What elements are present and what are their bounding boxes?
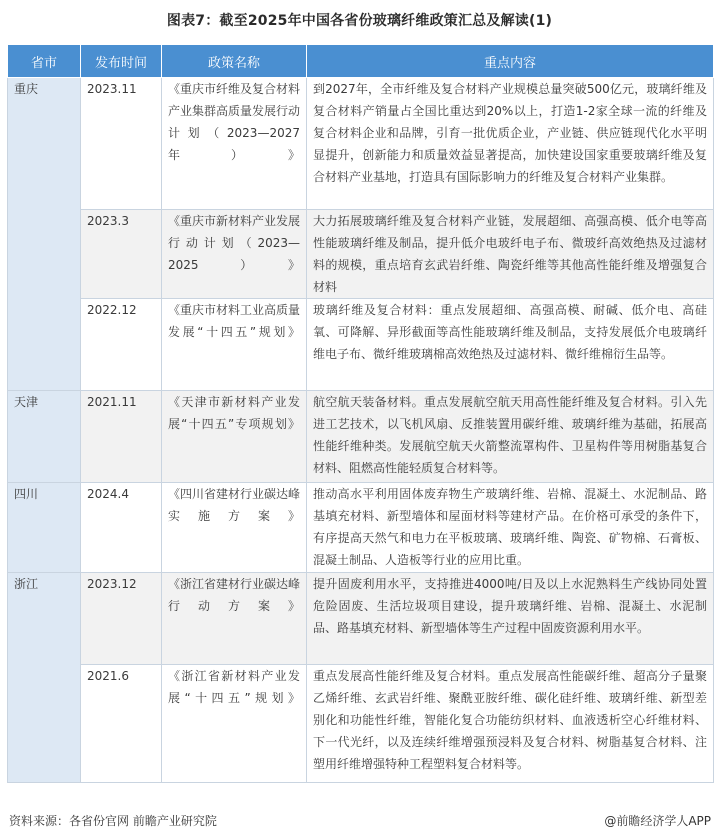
date-cell: 2024.4 (81, 483, 162, 573)
header-date: 发布时间 (81, 45, 162, 78)
policy-name-cell: 《重庆市材料工业高质量发展“十四五”规划》 (162, 299, 307, 391)
source-note: 资料来源：各省份官网 前瞻产业研究院 (9, 814, 217, 828)
date-cell: 2022.12 (81, 299, 162, 391)
province-cell: 天津 (8, 391, 81, 483)
date-cell: 2023.11 (81, 78, 162, 210)
table-row (8, 391, 714, 483)
header-key-content: 重点内容 (307, 45, 714, 78)
key-content-cell: 推动高水平利用固体废弃物生产玻璃纤维、岩棉、混凝土、水泥制品、路基填充材料、新型墙体和屋面材料等建材产品。在价格可承受的条件下，有序提高天然气和电力在平板玻璃、玻璃纤维、陶瓷、矿物棉、石膏板、混凝土制品、人造板等行业的应用比重。 (307, 483, 714, 573)
page-title: 图表7：截至2025年中国各省份玻璃纤维政策汇总及解读(1) (166, 13, 553, 29)
policy-name-cell: 《重庆市纤维及复合材料产业集群高质量发展行动计划（2023—2027年）》 (162, 78, 307, 210)
province-cell: 重庆 (8, 78, 81, 391)
key-content-cell: 重点发展高性能纤维及复合材料。重点发展高性能碳纤维、超高分子量聚乙烯纤维、玄武岩纤维、聚酰亚胺纤维、碳化硅纤维、玻璃纤维、新型差别化和功能性纤维，智能化复合功能纺织材料、血液透析空心纤维材料、下一代光纤，以及连续纤维增强预浸料及复合材料、树脂基复合材料、注塑用纤维增强特种工程塑料复合材料等。 (307, 665, 714, 783)
policy-name-cell: 《重庆市新材料产业发展行动计划（2023—2025）》 (162, 210, 307, 299)
date-cell: 2021.6 (81, 665, 162, 783)
province-cell: 浙江 (8, 573, 81, 783)
key-content-cell: 玻璃纤维及复合材料：重点发展超细、高强高模、耐碱、低介电、高硅氧、可降解、异形截面等高性能玻璃纤维及制品，支持发展低介电玻璃纤维电子布、微纤维玻璃棉高效绝热及过滤材料、微纤维棉衍生品等。 (307, 299, 714, 391)
key-content-cell: 到2027年，全市纤维及复合材料产业规模总量突破500亿元，玻璃纤维及复合材料产销量占全国比重达到20%以上，打造1-2家全球一流的纤维及复合材料企业和品牌，引育一批优质企业，产业链、供应链现代化水平明显提升，创新能力和质量效益显著提高，加快建设国家重要玻璃纤维及复合材料产业基地，打造具有国际影响力的纤维及复合材料产业集群。 (307, 78, 714, 210)
policy-table (7, 44, 714, 783)
table-row (8, 483, 714, 573)
policy-name-cell: 《天津市新材料产业发展“十四五”专项规划》 (162, 391, 307, 483)
policy-name-cell: 《四川省建材行业碳达峰实施方案》 (162, 483, 307, 573)
table-row (8, 78, 714, 210)
key-content-cell: 航空航天装备材料。重点发展航空航天用高性能纤维及复合材料。引入先进工艺技术，以飞机风扇、反推装置用碳纤维、玻璃纤维为基础，拓展高性能纤维种类。发展航空航天火箭整流罩构件、卫星构件等用树脂基复合材料、阻燃高性能轻质复合材料等。 (307, 391, 714, 483)
table-row (8, 573, 714, 665)
key-content-cell: 大力拓展玻璃纤维及复合材料产业链，发展超细、高强高模、低介电等高性能玻璃纤维及制品，提升低介电玻纤电子布、微玻纤高效绝热及过滤材料的规模，重点培育玄武岩纤维、陶瓷纤维等其他高性能纤维及增强复合材料 (307, 210, 714, 299)
date-cell: 2023.12 (81, 573, 162, 665)
table-row (8, 210, 714, 299)
header-province: 省市 (8, 45, 81, 78)
date-cell: 2023.3 (81, 210, 162, 299)
footer (9, 812, 711, 829)
table-row (8, 299, 714, 391)
table-row (8, 665, 714, 783)
brand-credit: @前瞻经济学人APP (604, 814, 711, 828)
policy-name-cell: 《浙江省建材行业碳达峰行动方案》 (162, 573, 307, 665)
table-header-row (8, 45, 714, 78)
header-policy-name: 政策名称 (162, 45, 307, 78)
policy-name-cell: 《浙江省新材料产业发展“十四五”规划》 (162, 665, 307, 783)
key-content-cell: 提升固废利用水平，支持推进4000吨/日及以上水泥熟料生产线协同处置危险固废、生活垃圾项目建设，提升玻璃纤维、岩棉、混凝土、水泥制品、路基填充材料、新型墙体等生产过程中固废资源利用水平。 (307, 573, 714, 665)
province-cell: 四川 (8, 483, 81, 573)
date-cell: 2021.11 (81, 391, 162, 483)
